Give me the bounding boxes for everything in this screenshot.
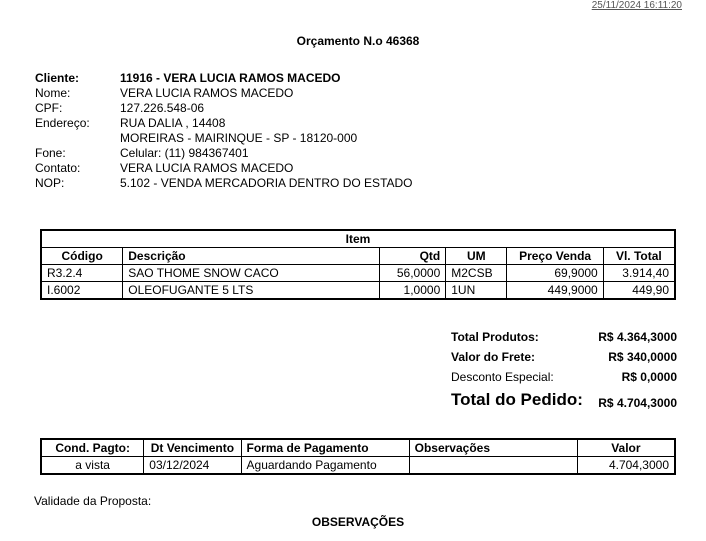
cell-codigo: R3.2.4 — [41, 265, 123, 282]
col-valor: Valor — [577, 439, 675, 457]
cpf-value: 127.226.548-06 — [120, 101, 205, 115]
nop-row — [35, 176, 413, 191]
cpf-label: CPF: — [35, 101, 63, 115]
contato-row — [35, 161, 413, 176]
total-pedido-label: Total do Pedido: — [451, 390, 583, 409]
fone-row — [35, 146, 413, 161]
cell-observacoes — [409, 457, 577, 475]
desconto-row — [451, 364, 677, 384]
endereco-line2: MOREIRAS - MAIRINQUE - SP - 18120-000 — [120, 131, 358, 145]
cpf-row — [35, 101, 413, 116]
col-vl-total: Vl. Total — [603, 248, 675, 265]
col-observacoes: Observações — [409, 439, 577, 457]
total-pedido-value: R$ 4.704,3000 — [598, 396, 677, 410]
endereco-row-2 — [35, 131, 413, 146]
nop-value: 5.102 - VENDA MERCADORIA DENTRO DO ESTADO — [120, 176, 413, 190]
total-produtos-row — [451, 323, 677, 344]
col-um: UM — [446, 248, 507, 265]
col-descricao: Descrição — [123, 248, 380, 265]
nome-label: Nome: — [35, 86, 71, 100]
fone-label: Fone: — [35, 146, 66, 160]
client-row — [35, 71, 413, 86]
total-produtos-label: Total Produtos: — [451, 330, 539, 344]
col-qtd: Qtd — [380, 248, 446, 265]
cell-descricao: SAO THOME SNOW CACO — [123, 265, 380, 282]
desconto-label: Desconto Especial: — [451, 370, 554, 384]
endereco-label: Endereço: — [35, 116, 90, 130]
cell-total: 3.914,40 — [603, 265, 675, 282]
cell-forma-pagamento: Aguardando Pagamento — [241, 457, 409, 475]
table-row — [41, 282, 675, 300]
contato-label: Contato: — [35, 161, 81, 175]
total-produtos-value: R$ 4.364,3000 — [598, 330, 677, 344]
cell-um: M2CSB — [446, 265, 507, 282]
col-cond-pagto: Cond. Pagto: — [41, 439, 144, 457]
cell-um: 1UN — [446, 282, 507, 300]
endereco-row — [35, 116, 413, 131]
col-dt-vencimento: Dt Vencimento — [144, 439, 241, 457]
cell-cond-pagto: a vista — [41, 457, 144, 475]
totals-block — [451, 323, 677, 410]
cell-codigo: I.6002 — [41, 282, 123, 300]
cell-dt-vencimento: 03/12/2024 — [144, 457, 241, 475]
table-row — [41, 265, 675, 282]
cell-qtd: 1,0000 — [380, 282, 446, 300]
valor-frete-label: Valor do Frete: — [451, 350, 536, 364]
validade-label: Validade da Proposta: — [34, 494, 152, 508]
payment-table — [40, 438, 676, 475]
valor-frete-row — [451, 344, 677, 364]
valor-frete-value: R$ 340,0000 — [608, 350, 677, 364]
desconto-value: R$ 0,0000 — [621, 370, 677, 384]
total-pedido-row — [451, 384, 677, 410]
cell-descricao: OLEOFUGANTE 5 LTS — [123, 282, 380, 300]
items-table-header — [41, 248, 675, 265]
cliente-value: 11916 - VERA LUCIA RAMOS MACEDO — [120, 71, 341, 85]
print-timestamp: 25/11/2024 16:11:20 — [591, 0, 682, 11]
nome-value: VERA LUCIA RAMOS MACEDO — [120, 86, 294, 100]
cell-preco: 449,9000 — [507, 282, 603, 300]
table-row — [41, 457, 675, 475]
cell-qtd: 56,0000 — [380, 265, 446, 282]
endereco-line1: RUA DALIA , 14408 — [120, 116, 226, 130]
payment-table-header — [41, 439, 675, 457]
items-table — [40, 229, 676, 300]
nome-row — [35, 86, 413, 101]
items-table-caption: Item — [41, 230, 675, 248]
client-info-block — [35, 71, 413, 191]
cell-preco: 69,9000 — [507, 265, 603, 282]
col-forma-pagamento: Forma de Pagamento — [241, 439, 409, 457]
fone-value: Celular: (11) 984367401 — [120, 146, 249, 160]
col-codigo: Código — [41, 248, 123, 265]
contato-value: VERA LUCIA RAMOS MACEDO — [120, 161, 294, 175]
nop-label: NOP: — [35, 176, 65, 190]
cell-total: 449,90 — [603, 282, 675, 300]
cliente-label: Cliente: — [35, 71, 80, 85]
col-preco-venda: Preço Venda — [507, 248, 603, 265]
cell-valor: 4.704,3000 — [577, 457, 675, 475]
observacoes-title: OBSERVAÇÕES — [311, 515, 405, 529]
quote-title: Orçamento N.o 46368 — [296, 34, 420, 48]
